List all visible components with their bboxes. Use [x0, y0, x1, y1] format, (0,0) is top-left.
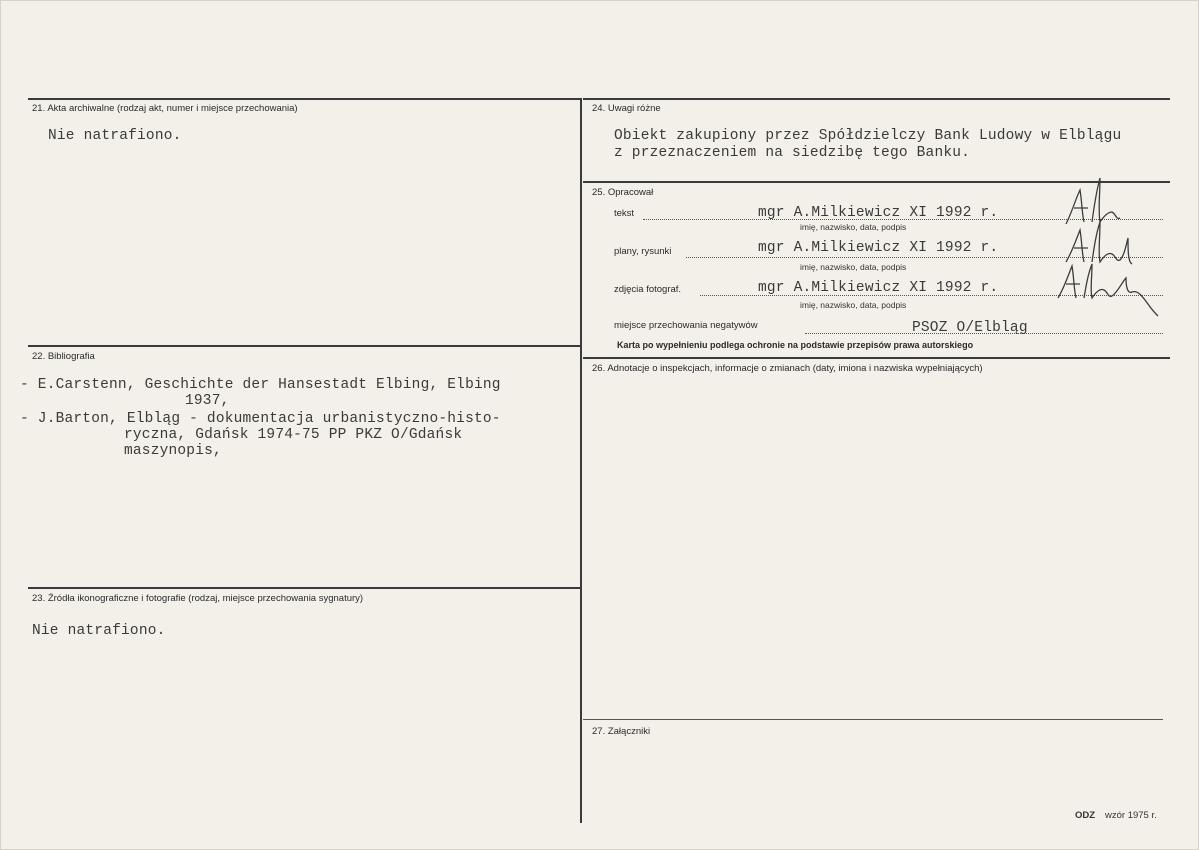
bibliography-line-5: maszynopis, — [124, 443, 222, 459]
author-row-text-value: mgr A.Milkiewicz XI 1992 r. — [758, 205, 999, 221]
rule-21-22 — [28, 345, 580, 347]
protection-note: Karta po wypełnieniu podlega ochronie na podstawie przepisów prawa autorskiego — [617, 340, 974, 350]
rule-25-26 — [583, 357, 1170, 359]
top-rule-left — [28, 98, 580, 100]
author-row-photos-label: zdjęcia fotograf. — [614, 284, 682, 295]
section-26-label: 26. Adnotacje o inspekcjach, informacje o zmianach (daty, imiona i nazwiska wypełniających) — [592, 363, 983, 374]
bibliography-line-2: 1937, — [185, 393, 230, 409]
author-row-plans-value: mgr A.Milkiewicz XI 1992 r. — [758, 240, 999, 256]
negatives-value: PSOZ O/Elbląg — [912, 320, 1028, 336]
author-row-text-sub: imię, nazwisko, data, podpis — [800, 222, 907, 232]
section-23-text: Nie natrafiono. — [32, 623, 166, 639]
section-24-label: 24. Uwagi różne — [592, 103, 661, 114]
author-row-photos-value: mgr A.Milkiewicz XI 1992 r. — [758, 280, 999, 296]
bibliography-line-3: - J.Barton, Elbląg - dokumentacja urbanistyczno-histo- — [20, 411, 501, 427]
footer-pattern: wzór 1975 r. — [1105, 810, 1157, 821]
author-row-text-label: tekst — [614, 208, 635, 219]
rule-26-27 — [583, 719, 1163, 720]
bibliography-line-1: - E.Carstenn, Geschichte der Hansestadt Elbing, Elbing — [20, 377, 501, 393]
top-rule-right — [583, 98, 1170, 100]
section-21-label: 21. Akta archiwalne (rodzaj akt, numer i miejsce przechowania) — [32, 103, 298, 114]
center-divider — [580, 98, 582, 823]
section-27-label: 27. Załączniki — [592, 726, 651, 737]
signature-photos — [1052, 258, 1162, 318]
footer-code: ODZ — [1075, 810, 1096, 821]
bibliography-line-4: ryczna, Gdańsk 1974-75 PP PKZ O/Gdańsk — [124, 427, 463, 443]
remarks-line-1: Obiekt zakupiony przez Spółdzielczy Bank Ludowy w Elblągu — [614, 128, 1122, 144]
remarks-line-2: z przeznaczeniem na siedzibę tego Banku. — [614, 145, 971, 161]
section-22-label: 22. Bibliografia — [32, 351, 95, 362]
section-21-text: Nie natrafiono. — [48, 128, 182, 144]
rule-22-23 — [28, 587, 580, 589]
author-row-plans-sub: imię, nazwisko, data, podpis — [800, 262, 907, 272]
negatives-label: miejsce przechowania negatywów — [614, 320, 758, 331]
section-25-label: 25. Opracował — [592, 187, 654, 198]
author-row-plans-label: plany, rysunki — [614, 246, 672, 257]
author-row-photos-sub: imię, nazwisko, data, podpis — [800, 300, 907, 310]
section-23-label: 23. Źródła ikonograficzne i fotografie (rodzaj, miejsce przechowania sygnatury) — [32, 593, 364, 604]
